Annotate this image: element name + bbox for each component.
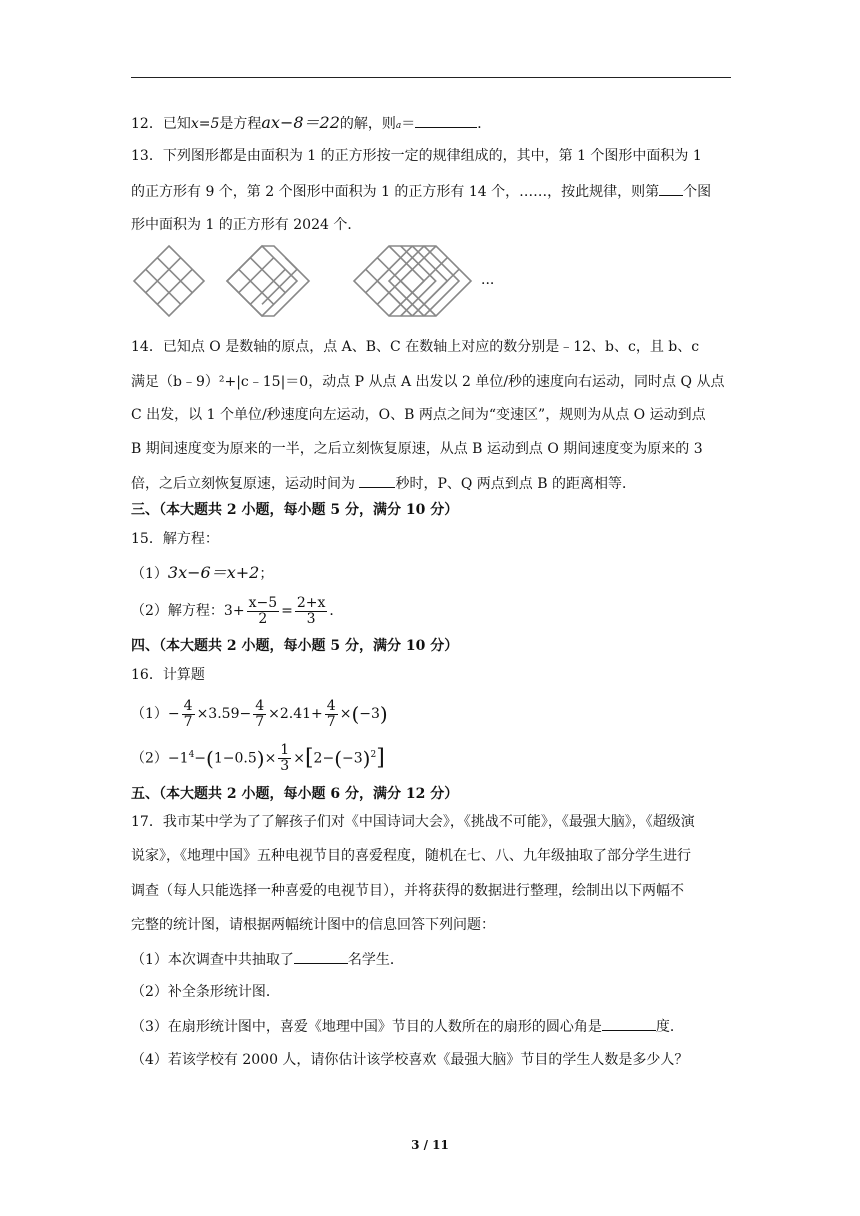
question-17-line-2: 说家》，《地理中国》五种电视节目的喜爱程度，随机在七、八、九年级抽取了部分学生进行 bbox=[131, 848, 691, 864]
fraction: $\frac{4}{7}$ bbox=[326, 697, 336, 730]
question-14-line-3: C 出发，以 1 个单位/秒速度向左运动，O、B 两点之间为“变速区”，规则为从点 O 运动到点 bbox=[131, 407, 706, 423]
question-17-line-1: 17．我市某中学为了了解孩子们对《中国诗词大会》，《挑战不可能》，《最强大脑》，《超级演 bbox=[131, 814, 695, 830]
question-17-line-4: 完整的统计图，请根据两幅统计图中的信息回答下列问题： bbox=[131, 917, 495, 933]
question-15-title: 15．解方程： bbox=[131, 531, 219, 547]
question-14-line-2: 满足（b﹣9）²+|c﹣15|＝0，动点 P 从点 A 出发以 2 单位/秒的速度向右运动，同时点 Q 从点 bbox=[131, 374, 725, 390]
question-17-sub-3: （3）在扇形统计图中，喜爱《地理中国》节目的人数所在的扇形的圆心角是 度． bbox=[131, 1016, 731, 1037]
question-17-sub-4: （4）若该学校有 2000 人，请你估计该学校喜欢《最强大脑》节目的学生人数是多少人？ bbox=[131, 1052, 689, 1068]
question-17-line-3: 调查（每人只能选择一种喜爱的电视节目），并将获得的数据进行整理，绘制出以下两幅不 bbox=[131, 883, 684, 899]
pattern-ellipsis: ··· bbox=[481, 276, 495, 292]
question-16-title: 16．计算题 bbox=[131, 667, 205, 683]
question-15-part-2: （2）解方程：3+ $\frac{x-5}{2}$ = $\frac{2+x}{3}$ ． bbox=[131, 594, 344, 627]
question-13-line-1: 13．下列图形都是由面积为 1 的正方形按一定的规律组成的，其中，第 1 个图形中面积为 1 bbox=[131, 148, 702, 164]
question-17-sub-1: （1）本次调查中共抽取了 名学生． bbox=[131, 949, 731, 970]
figure-3 bbox=[354, 246, 471, 316]
question-13-line-3: 形中面积为 1 的正方形有 2024 个． bbox=[131, 217, 362, 233]
section-5-heading: 五、（本大题共 2 小题，每小题 6 分，满分 12 分） bbox=[131, 786, 459, 802]
fraction: $\frac{x-5}{2}$ bbox=[248, 594, 278, 627]
question-13-line-2: 的正方形有 9 个，第 2 个图形中面积为 1 的正方形有 14 个，……，按此规律，则第 个图 bbox=[131, 181, 731, 202]
fraction: $\frac{2+x}{3}$ bbox=[296, 594, 326, 627]
question-17-sub-2: （2）补全条形统计图． bbox=[131, 984, 280, 1000]
question-14-line-5: 倍，之后立刻恢复原速，运动时间为 秒时，P、Q 两点到点 B 的距离相等． bbox=[131, 473, 731, 494]
question-16-part-2: $(2)-1^4-(1-0.5)\times$ $\frac{1}{3}$ $\times[2-(-3)^2]$ bbox=[131, 742, 385, 775]
fraction: $\frac{4}{7}$ bbox=[255, 697, 265, 730]
page-number: 3 / 11 bbox=[411, 1138, 449, 1152]
question-16-part-1: （1）− $\frac{4}{7}$ ×3.59− $\frac{4}{7}$ ×2.41+ $\frac{4}{7}$ ×(−3) bbox=[131, 697, 388, 730]
question-14-line-1: 14．已知点 O 是数轴的原点，点 A、B、C 在数轴上对应的数分别是﹣12、b、c，且 b、c bbox=[131, 339, 700, 355]
question-15-part-1: （1）3x−6＝x+2； bbox=[131, 563, 274, 582]
square-pattern-figures bbox=[0, 0, 860, 330]
answer-blank-14[interactable] bbox=[359, 473, 395, 488]
answer-blank-17-1[interactable] bbox=[294, 949, 348, 964]
figure-1 bbox=[134, 246, 204, 316]
question-14-line-4: B 期间速度变为原来的一半，之后立刻恢复原速，从点 B 运动到点 O 期间速度变为原来的 3 bbox=[131, 441, 703, 457]
answer-blank-17-3[interactable] bbox=[602, 1016, 656, 1031]
question-12: 12．已知x=5是方程ax−8＝22的解，则a＝ ． bbox=[131, 113, 492, 132]
figure-2 bbox=[227, 246, 321, 316]
fraction: $\frac{4}{7}$ bbox=[183, 697, 193, 730]
section-4-heading: 四、（本大题共 2 小题，每小题 5 分，满分 10 分） bbox=[131, 638, 459, 654]
section-3-heading: 三、（本大题共 2 小题，每小题 5 分，满分 10 分） bbox=[131, 502, 459, 518]
fraction: $\frac{1}{3}$ bbox=[280, 742, 290, 775]
